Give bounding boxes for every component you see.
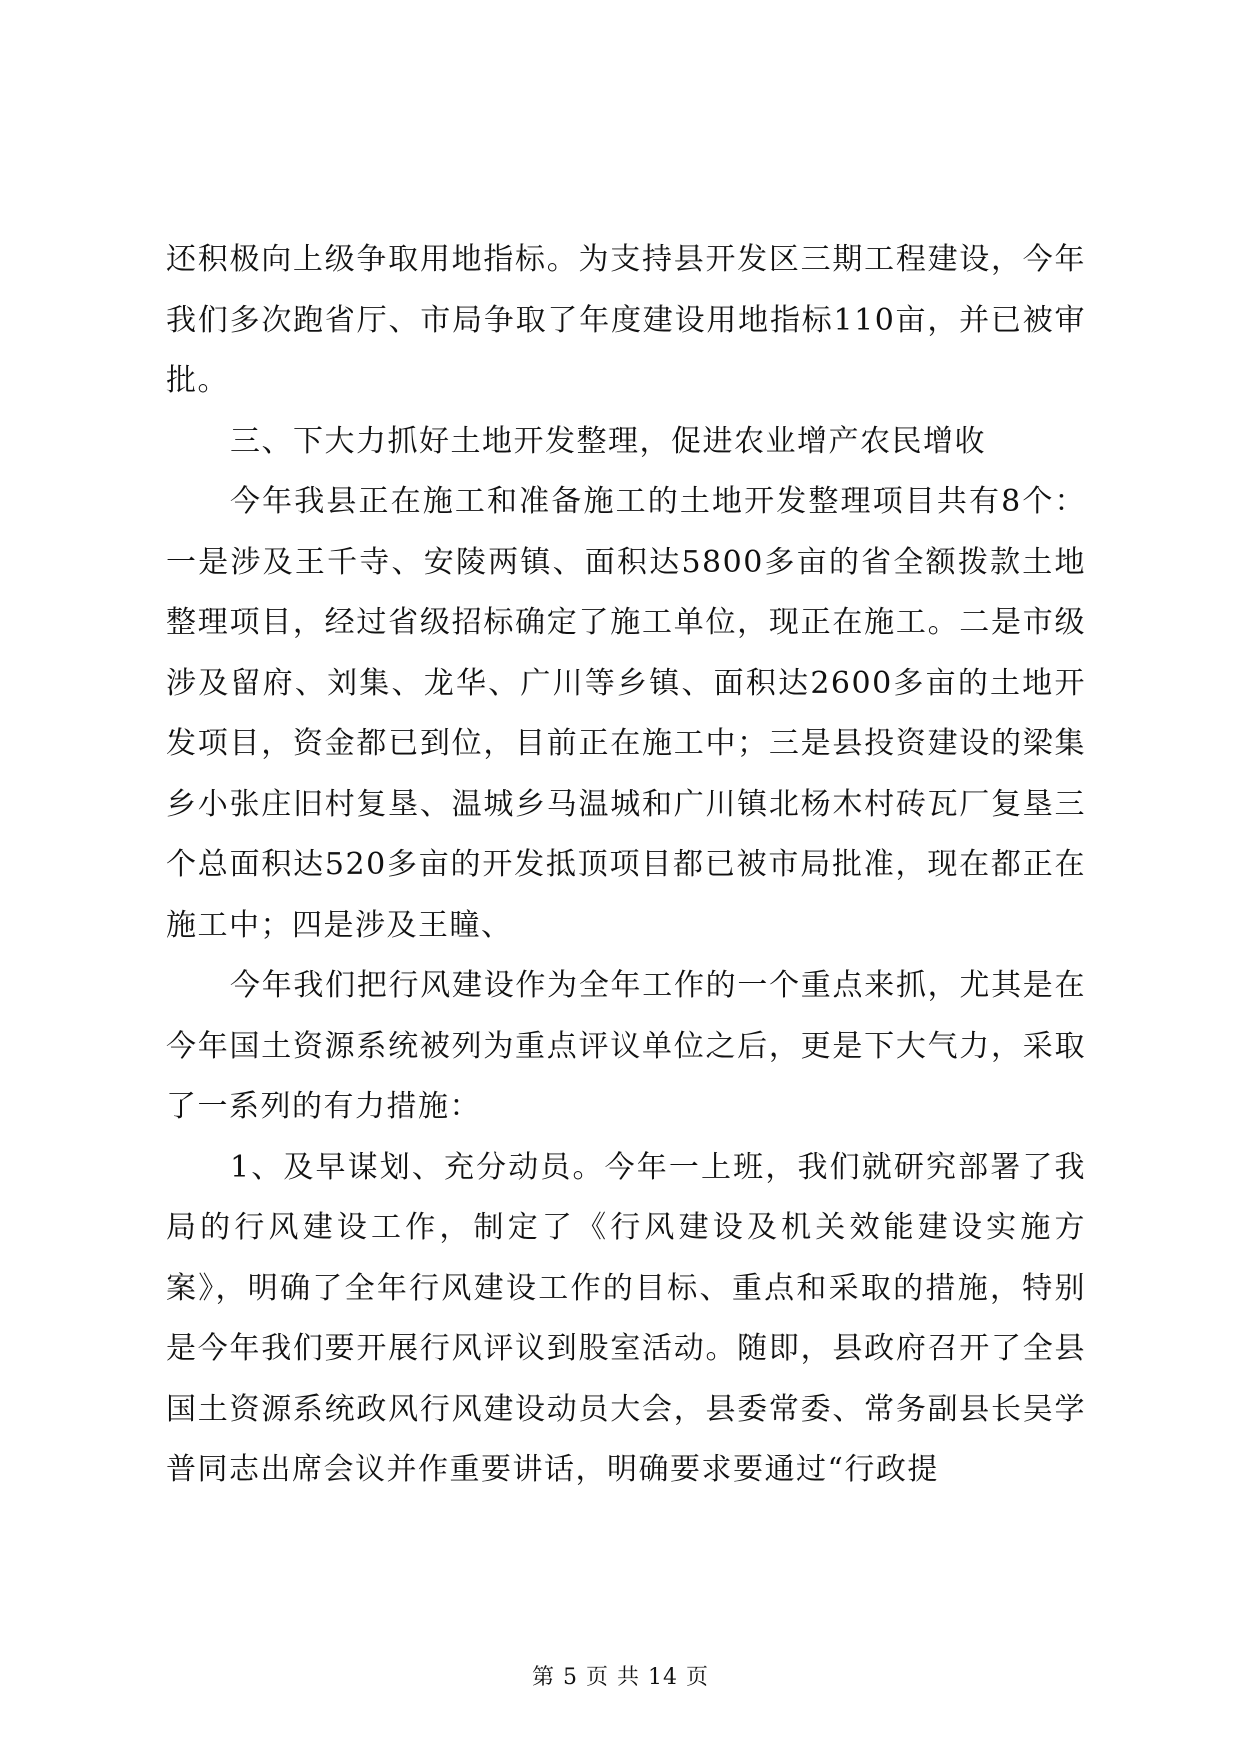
page-number-footer: 第 5 页 共 14 页 [532, 1665, 709, 1690]
paragraph-land-projects: 今年我县正在施工和准备施工的土地开发整理项目共有8个：一是涉及王千寺、安陵两镇、面积达5800多亩的省全额拨款土地整理项目，经过省级招标确定了施工单位，现正在施工。二是市级涉及留府、刘集、龙华、广川等乡镇、面积达2600多亩的土地开发项目，资金都已到位，目前正在施工中；三是县投资建设的梁集乡小张庄旧村复垦、温城乡马温城和广川镇北杨木村砖瓦厂复垦三个总面积达520多亩的开发抵顶项目都已被市局批准，现在都正在施工中；四是涉及王瞳、 [166, 484, 1086, 943]
paragraph-continuation: 还积极向上级争取用地指标。为支持县开发区三期工程建设，今年我们多次跑省厅、市局争取了年度建设用地指标110亩，并已被审批。 [166, 242, 1086, 398]
paragraph-planning-mobilization: 1、及早谋划、充分动员。今年一上班，我们就研究部署了我局的行风建设工作，制定了《行风建设及机关效能建设实施方案》，明确了全年行风建设工作的目标、重点和采取的措施，特别是今年我们要开展行风评议到股室活动。随即，县政府召开了全县国土资源系统政风行风建设动员大会，县委常委、常务副县长吴学普同志出席会议并作重要讲话，明确要求要通过“行政提 [166, 1149, 1086, 1487]
document-body [166, 230, 1086, 1501]
paragraph-conduct-building: 今年我们把行风建设作为全年工作的一个重点来抓，尤其是在今年国土资源系统被列为重点评议单位之后，更是下大气力，采取了一系列的有力措施： [166, 968, 1086, 1124]
section-heading: 三、下大力抓好土地开发整理，促进农业增产农民增收 [230, 423, 986, 459]
